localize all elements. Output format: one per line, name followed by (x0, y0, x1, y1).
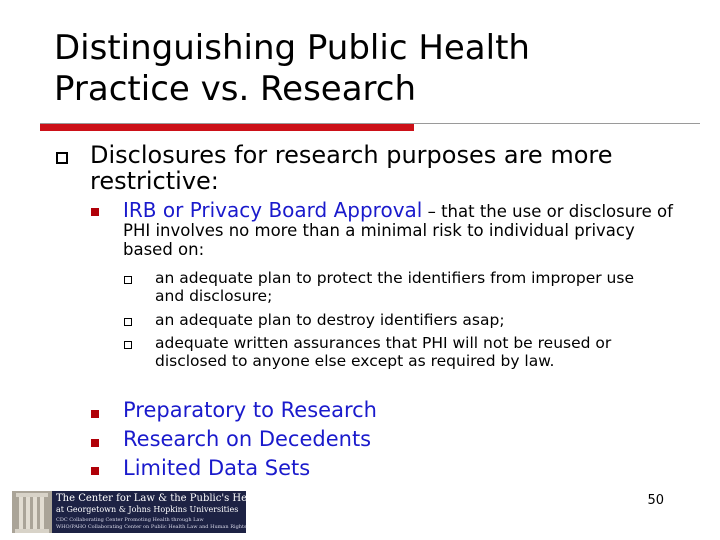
other-item-text: Limited Data Sets (123, 456, 311, 480)
other-item-text: Research on Decedents (123, 427, 372, 451)
logo-line-1: The Center for Law & the Public's Health (56, 493, 267, 504)
sub-item-text: an adequate plan to destroy identifiers asap; (155, 311, 505, 329)
center-law-logo (12, 491, 267, 533)
square-bullet-icon (91, 410, 99, 418)
square-bullet-icon (91, 208, 99, 216)
logo-line-4: WHO/PAHO Collaborating Center on Public Health Law and Human Rights (56, 524, 247, 530)
square-bullet-icon (91, 439, 99, 447)
column-icon (12, 491, 52, 533)
small-circle-bullet-icon (124, 341, 132, 349)
square-bullet-icon (91, 467, 99, 475)
small-circle-bullet-icon (124, 276, 132, 284)
other-item-text: Preparatory to Research (123, 398, 377, 422)
title-line-1: Distinguishing Public Health (54, 28, 530, 68)
irb-lead: IRB or Privacy Board Approval (123, 198, 423, 222)
hollow-circle-bullet-icon (56, 152, 68, 164)
small-circle-bullet-icon (124, 318, 132, 326)
logo-line-2: at Georgetown & Johns Hopkins Universities (56, 505, 239, 514)
main-bullet-text: Disclosures for research purposes are more restrictive: (90, 141, 613, 195)
page-number: 50 (647, 493, 664, 508)
irb-bullet-text (123, 198, 683, 259)
slide-title (54, 28, 674, 110)
sub-item-text: adequate written assurances that PHI will not be reused or disclosed to anyone else except as required by law. (155, 334, 612, 370)
logo-line-3: CDC Collaborating Center Promoting Health through Law (56, 517, 204, 523)
sub-item-text: an adequate plan to protect the identifiers from improper use and disclosure; (155, 269, 634, 305)
title-accent-bar (40, 124, 414, 131)
irb-rest: – that the use or disclosure of PHI involves no more than a minimal risk to individual privacy based on: (123, 202, 673, 259)
title-line-2: Practice vs. Research (54, 69, 417, 109)
